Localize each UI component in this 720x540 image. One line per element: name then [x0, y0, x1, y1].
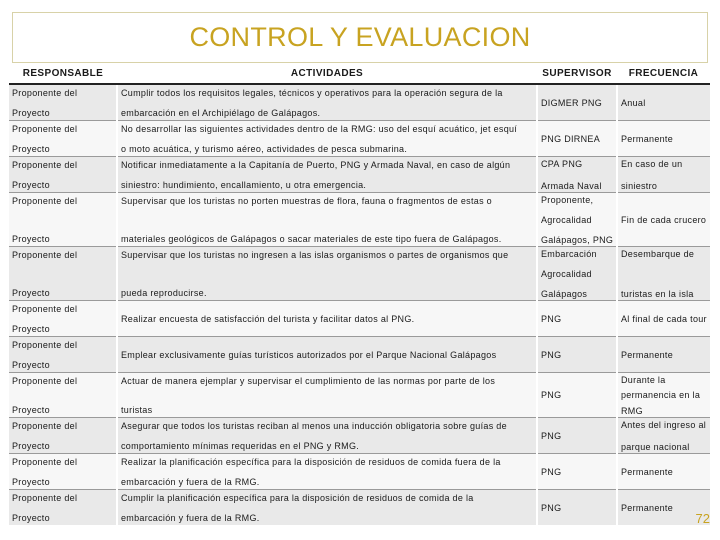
cell-frecuencia	[617, 417, 710, 453]
control-table	[9, 64, 710, 525]
header-actividades: ACTIVIDADES	[117, 64, 537, 84]
cell-actividad	[117, 192, 537, 246]
responsable-line: Proyecto	[12, 404, 50, 415]
actividad-line: Emplear exclusivamente guías turísticos autorizados por el Parque Nacional Galápagos	[121, 349, 497, 360]
cell-supervisor	[537, 246, 617, 300]
actividad-line: Actuar de manera ejemplar y supervisar el cumplimiento de las normas por parte de los	[121, 375, 496, 386]
responsable-line: Proyecto	[12, 179, 50, 190]
responsable-line: Proponente del	[12, 195, 78, 206]
frecuencia-line: Antes del ingreso al	[621, 419, 707, 430]
supervisor-line: PNG DIRNEA	[541, 133, 601, 144]
frecuencia-line: Desembarque de	[621, 248, 695, 259]
actividad-line: embarcación y fuera de la RMG.	[121, 476, 260, 487]
page-number: 72	[695, 511, 710, 526]
cell-frecuencia	[617, 84, 710, 120]
actividad-line: Cumplir todos los requisitos legales, técnicos y operativos para la operación segura de la	[121, 88, 503, 98]
table-row	[9, 300, 710, 336]
actividad-line: Cumplir la planificación específica para la disposición de residuos de comida de la	[121, 492, 474, 503]
actividad-line: Realizar encuesta de satisfacción del turista y facilitar datos al PNG.	[121, 313, 415, 324]
supervisor-line: CPA PNG	[541, 158, 583, 169]
supervisor-line: Embarcación	[541, 248, 597, 259]
responsable-line: Proyecto	[12, 476, 50, 487]
table-row	[9, 417, 710, 453]
responsable-line: Proponente del	[12, 492, 78, 503]
responsable-line: Proyecto	[12, 512, 50, 523]
cell-responsable	[9, 120, 117, 156]
responsable-line: Proponente del	[12, 303, 78, 314]
frecuencia-line: Permanente	[621, 349, 674, 360]
frecuencia-line: Al final de cada tour	[621, 313, 707, 324]
page-title: CONTROL Y EVALUACION	[189, 22, 531, 52]
header-supervisor: SUPERVISOR	[537, 64, 617, 84]
responsable-line: Proyecto	[12, 108, 50, 118]
cell-supervisor	[537, 300, 617, 336]
supervisor-line: PNG	[541, 349, 562, 360]
responsable-line: Proyecto	[12, 359, 50, 370]
cell-frecuencia	[617, 372, 710, 417]
responsable-line: Proponente del	[12, 159, 78, 170]
frecuencia-line: Fin de cada crucero	[621, 214, 707, 225]
actividad-line: materiales geológicos de Galápagos o sacar materiales de este tipo fuera de Galápagos.	[121, 233, 502, 244]
cell-responsable	[9, 246, 117, 300]
cell-supervisor	[537, 372, 617, 417]
supervisor-line: PNG	[541, 502, 562, 513]
table-row	[9, 156, 710, 192]
frecuencia-line: siniestro	[621, 180, 658, 191]
supervisor-line: Armada Naval	[541, 180, 602, 191]
cell-responsable	[9, 300, 117, 336]
responsable-line: Proyecto	[12, 287, 50, 298]
responsable-line: Proponente del	[12, 456, 78, 467]
cell-supervisor	[537, 120, 617, 156]
supervisor-line: Galápagos	[541, 288, 588, 299]
cell-responsable	[9, 84, 117, 120]
cell-actividad	[117, 336, 537, 372]
supervisor-line: Galápagos, PNG	[541, 234, 613, 245]
cell-responsable	[9, 336, 117, 372]
responsable-line: Proyecto	[12, 323, 50, 334]
header-frecuencia: FRECUENCIA	[617, 64, 710, 84]
actividad-line: embarcación y fuera de la RMG.	[121, 512, 260, 523]
supervisor-line: PNG	[541, 390, 562, 400]
supervisor-line: PNG	[541, 430, 562, 441]
actividad-line: Supervisar que los turistas no porten muestras de flora, fauna o fragmentos de estas o	[121, 195, 492, 206]
cell-responsable	[9, 489, 117, 525]
frecuencia-line: En caso de un	[621, 158, 683, 169]
cell-actividad	[117, 246, 537, 300]
table-row	[9, 489, 710, 525]
cell-supervisor	[537, 453, 617, 489]
actividad-line: Supervisar que los turistas no ingresen a las islas organismos o partes de organismos que	[121, 249, 509, 260]
cell-frecuencia	[617, 300, 710, 336]
table-row	[9, 192, 710, 246]
actividad-line: pueda reproducirse.	[121, 287, 207, 298]
supervisor-line: PNG	[541, 466, 562, 477]
table-row	[9, 372, 710, 417]
cell-actividad	[117, 417, 537, 453]
actividad-line: comportamiento mínimas requeridas en el PNG y RMG.	[121, 440, 360, 451]
cell-actividad	[117, 453, 537, 489]
responsable-line: Proponente del	[12, 375, 78, 386]
responsable-line: Proyecto	[12, 143, 50, 154]
responsable-line: Proyecto	[12, 440, 50, 451]
frecuencia-line: turistas en la isla	[621, 288, 694, 299]
cell-responsable	[9, 156, 117, 192]
cell-actividad	[117, 120, 537, 156]
frecuencia-line: Anual	[621, 98, 646, 108]
actividad-line: Realizar la planificación específica para la disposición de residuos de comida fuera de la	[121, 456, 501, 467]
supervisor-line: PNG	[541, 313, 562, 324]
responsable-line: Proyecto	[12, 233, 50, 244]
cell-frecuencia	[617, 156, 710, 192]
actividad-line: Notificar inmediatamente a la Capitanía de Puerto, PNG y Armada Naval, en caso de algún	[121, 159, 511, 170]
table-body	[9, 84, 710, 525]
cell-supervisor	[537, 336, 617, 372]
table-row	[9, 246, 710, 300]
actividad-line: embarcación en el Archipiélago de Galápagos.	[121, 108, 321, 118]
cell-actividad	[117, 372, 537, 417]
cell-supervisor	[537, 192, 617, 246]
actividad-line: No desarrollar las siguientes actividades dentro de la RMG: uso del esquí acuático, jet esquí	[121, 123, 518, 134]
frecuencia-line: parque nacional	[621, 441, 690, 452]
frecuencia-line: Permanente	[621, 133, 674, 144]
table-row	[9, 120, 710, 156]
supervisor-line: Agrocalidad	[541, 214, 592, 225]
frecuencia-line: RMG	[621, 405, 643, 416]
cell-actividad	[117, 300, 537, 336]
cell-frecuencia	[617, 192, 710, 246]
responsable-line: Proponente del	[12, 339, 78, 350]
cell-supervisor	[537, 417, 617, 453]
supervisor-line: Agrocalidad	[541, 268, 592, 279]
cell-frecuencia	[617, 453, 710, 489]
table-row	[9, 453, 710, 489]
cell-frecuencia	[617, 120, 710, 156]
header-responsable: RESPONSABLE	[9, 64, 117, 84]
cell-frecuencia	[617, 336, 710, 372]
cell-actividad	[117, 489, 537, 525]
cell-responsable	[9, 192, 117, 246]
actividad-line: siniestro: hundimiento, encallamiento, u otra emergencia.	[121, 179, 367, 190]
cell-responsable	[9, 417, 117, 453]
responsable-line: Proponente del	[12, 123, 78, 134]
cell-actividad	[117, 84, 537, 120]
actividad-line: o moto acuática, y turismo aéreo, actividades de pesca submarina.	[121, 143, 408, 154]
actividad-line: Asegurar que todos los turistas reciban al menos una inducción obligatoria sobre guías de	[121, 420, 507, 431]
responsable-line: Proponente del	[12, 249, 78, 260]
frecuencia-line: Permanente	[621, 502, 674, 513]
responsable-line: Proponente del	[12, 420, 78, 431]
cell-supervisor	[537, 84, 617, 120]
cell-responsable	[9, 372, 117, 417]
supervisor-line: DIGMER PNG	[541, 98, 603, 108]
actividad-line: turistas	[121, 404, 153, 415]
supervisor-line: Proponente,	[541, 194, 594, 205]
table-row	[9, 84, 710, 120]
cell-actividad	[117, 156, 537, 192]
frecuencia-line: permanencia en la	[621, 390, 701, 400]
responsable-line: Proponente del	[12, 88, 78, 98]
cell-responsable	[9, 453, 117, 489]
frecuencia-line: Durante la	[621, 374, 666, 385]
cell-supervisor	[537, 156, 617, 192]
frecuencia-line: Permanente	[621, 466, 674, 477]
table-row	[9, 336, 710, 372]
cell-frecuencia	[617, 246, 710, 300]
cell-supervisor	[537, 489, 617, 525]
